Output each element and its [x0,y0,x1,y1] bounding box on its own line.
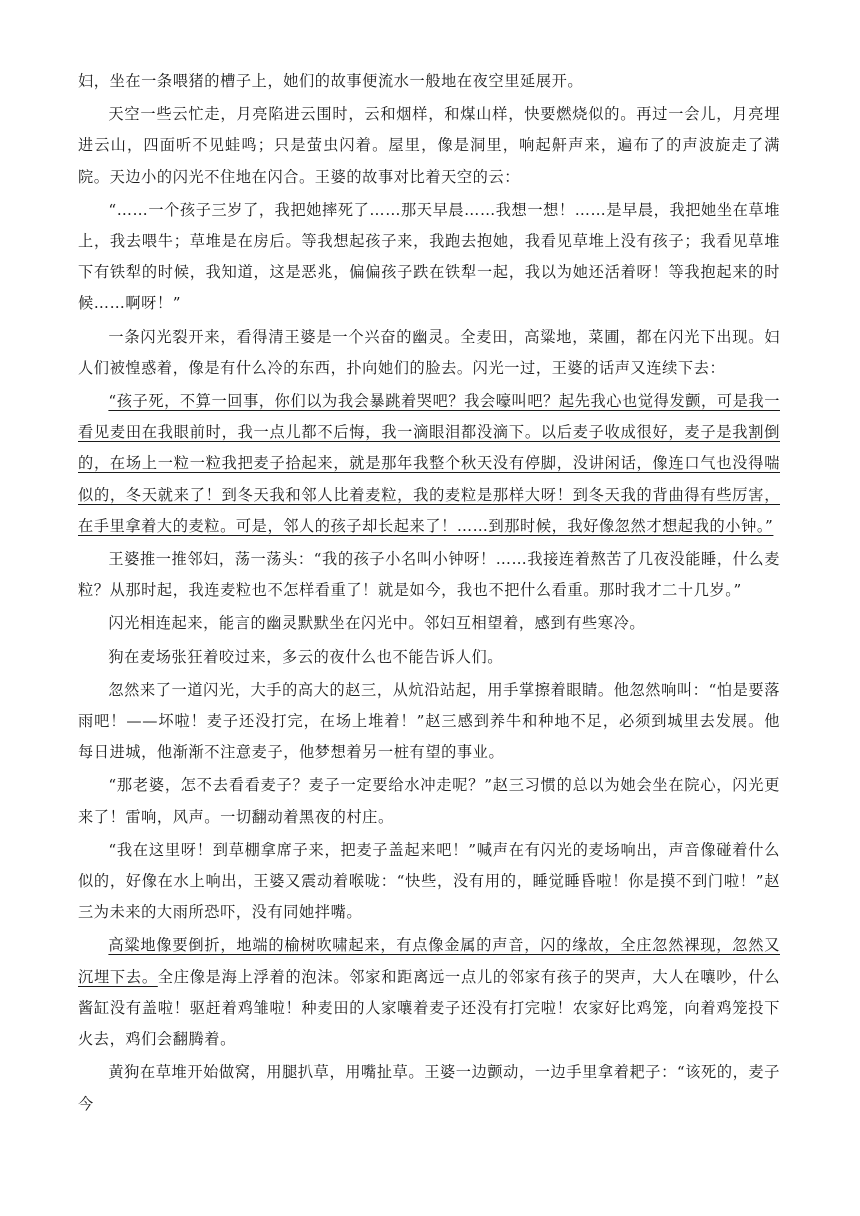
paragraph: 天空一些云忙走，月亮陷进云围时，云和烟样，和煤山样，快要燃烧似的。再过一会儿，月亮埋进云山，四面听不见蛙鸣；只是萤虫闪着。屋里，像是洞里，响起鼾声来，遍布了的声波旋走了满院。天边小的闪光不住地在闪合。王婆的故事对比着天空的云： [78,105,780,186]
paragraph: 妇，坐在一条喂猪的槽子上，她们的故事便流水一般地在夜空里延展开。 [78,72,584,90]
paragraph: 黄狗在草堆开始做窝，用腿扒草，用嘴扯草。王婆一边颤动，一边手里拿着耙子：“该死的，麦子今 [78,1063,780,1113]
document-body [78,66,780,1122]
paragraph: 高粱地像要倒折，地端的榆树吹啸起来，有点像金属的声音，闪的缘故，全庄忽然裸现，忽然又沉埋下去。全庄像是海上浮着的泡沫。邻家和距离远一点儿的邻家有孩子的哭声，大人在嚷吵，什么酱缸没有盖啦！驱赶着鸡雏啦！种麦田的人家嚷着麦子还没有打完啦！农家好比鸡笼，向着鸡笼投下火去，鸡们会翻腾着。 [78,936,780,1049]
paragraph: 狗在麦场张狂着咬过来，多云的夜什么也不能告诉人们。 [108,647,504,666]
paragraph: “……一个孩子三岁了，我把她摔死了……那天早晨……我想一想！……是早晨，我把她坐在草堆上，我去喂牛；草堆是在房后。等我想起孩子来，我跑去抱她，我看见草堆上没有孩子；我看见草堆下有铁犁的时候，我知道，这是恶兆，偏偏孩子跌在铁犁一起，我以为她还活着呀！等我抱起来的时候……啊呀！” [78,200,780,313]
paragraph: 闪光相连起来，能言的幽灵默默坐在闪光中。邻妇互相望着，感到有些寒冷。 [108,614,646,633]
underlined-passage: “孩子死，不算一回事，你们以为我会暴跳着哭吧？我会嚎叫吧？起先我心也觉得发颤，可是我一看见麦田在我眼前时，我一点儿都不后悔，我一滴眼泪都没滴下。以后麦子收成很好，麦子是我割倒的，在场上一粒一粒我把麦子拾起来，就是那年我整个秋天没有停脚，没讲闲话，像连口气也没得喘似的，冬天就来了！到冬天我和邻人比着麦粒，我的麦粒是那样大呀！到冬天我的背曲得有些厉害，在手里拿着大的麦粒。可是，邻人的孩子却长起来了！……到那时候，我好像忽然才想起我的小钟。” [78,392,780,535]
paragraph: 忽然来了一道闪光，大手的高大的赵三，从炕沿站起，用手掌擦着眼睛。他忽然响叫：“怕是要落雨吧！——坏啦！麦子还没打完，在场上堆着！”赵三感到养牛和种地不足，必须到城里去发展。他每日进城，他渐渐不注意麦子，他梦想着另一桩有望的事业。 [78,680,780,762]
paragraph: “那老婆，怎不去看看麦子？麦子一定要给水冲走呢？”赵三习惯的总以为她会坐在院心，闪光更来了！雷响，风声。一切翻动着黑夜的村庄。 [78,776,780,826]
paragraph: 王婆推一推邻妇，荡一荡头：“我的孩子小名叫小钟呀！……我接连着熬苦了几夜没能睡，什么麦粒？从那时起，我连麦粒也不怎样看重了！就是如今，我也不把什么看重。那时我才二十几岁。” [78,550,780,600]
underlined-passage: 高粱地像要倒折，地端的榆树吹啸起来，有点像金属的声音，闪的缘故，全庄忽然裸现，忽然又沉埋下去。 [78,936,780,986]
paragraph [78,386,780,542]
paragraph: “我在这里呀！到草棚拿席子来，把麦子盖起来吧！”喊声在有闪光的麦场响出，声音像碰着什么似的，好像在水上响出，王婆又震动着喉咙：“快些，没有用的，睡觉睡昏啦！你是摸不到门啦！”赵三为未来的大雨所恐吓，没有同她拌嘴。 [78,840,780,922]
paragraph: 一条闪光裂开来，看得清王婆是一个兴奋的幽灵。全麦田，高粱地，菜圃，都在闪光下出现。妇人们被惶惑着，像是有什么冷的东西，扑向她们的脸去。闪光一过，王婆的话声又连续下去： [78,327,780,377]
